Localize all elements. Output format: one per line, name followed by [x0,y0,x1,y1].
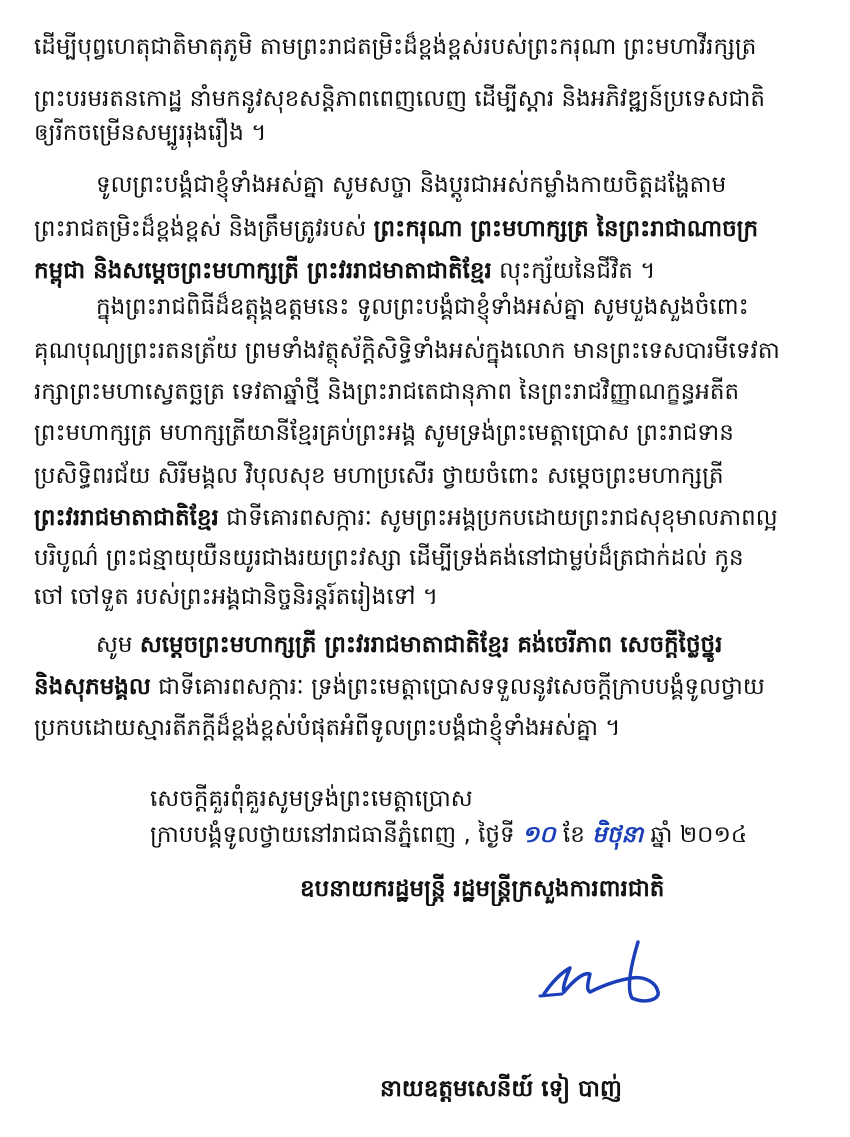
date-prefix: ក្រាបបង្គំទូលថ្វាយនៅរាជធានីភ្នំពេញ , ថ្ងៃទី [150,822,522,848]
paragraph-2-line-2-text: ព្រះរាជតម្រិះដ៏ខ្ពង់ខ្ពស់ និងត្រឹមត្រូវរបស់ [34,216,374,242]
paragraph-2-line-3-text: លុះក្ស័យនៃជីវិត ។ [491,258,656,284]
handwritten-month: មិថុនា [592,822,644,848]
queen-mother-title-text: កម្ពុជា និងសម្តេចព្រះមហាក្សត្រី ព្រះវររាជមាតាជាតិខ្មែរ [34,258,492,284]
paragraph-3-line-7: បរិបូណ៌ ព្រះជន្មាយុយឺនយូរជាងរយព្រះវស្សា ដើម្បីទ្រង់គង់នៅជាម្លប់ដ៏ត្រជាក់ដល់ កូន [34,545,744,571]
paragraph-2-line-3 [34,254,850,288]
handwritten-day: ១០ [521,822,556,848]
paragraph-3-line-6 [34,501,850,535]
closing-line-1: សេចក្តីគួរពុំគួរសូមទ្រង់ព្រះមេត្តាប្រោស [150,786,473,812]
queen-mother-name-text: ព្រះវររាជមាតាជាតិខ្មែរ [34,505,219,531]
paragraph-2-line-2 [34,212,850,246]
paragraph-1-line-3: ឲ្យរីកចម្រើនសម្បូររុងរឿង ។ [34,120,267,146]
paragraph-3-line-1: ក្នុងព្រះរាជពិធីដ៏ឧត្តុង្គឧត្តមនេះ ទូលព្រះបង្គំជាខ្ញុំទាំងអស់គ្នា សូមបួងសួងចំពោះ [96,294,749,320]
signer-name: នាយឧត្តមសេនីយ៍ ទៀ បាញ់ [380,1076,622,1102]
paragraph-4-line-1-text: សូម [96,632,140,658]
auspicious-text: និងសុភមង្គល [34,674,151,700]
paragraph-4-line-2-text: ជាទីគោរពសក្ការៈ ទ្រង់ព្រះមេត្តាប្រោសទទួលនូវសេចក្តីក្រាបបង្គំទូលថ្វាយ [150,674,765,700]
paragraph-4-line-1 [96,628,850,662]
paragraph-3-line-4: ព្រះមហាក្សត្រ មហាក្សត្រីយានីខ្មែរគ្រប់ព្រះអង្គ សូមទ្រង់ព្រះមេត្តាប្រោស ព្រះរាជទាន [34,420,734,446]
king-title-text: ព្រះករុណា ព្រះមហាក្សត្រ នៃព្រះរាជាណាចក្រ [373,216,759,242]
queen-mother-wish-text: សម្តេចព្រះមហាក្សត្រី ព្រះវររាជមាតាជាតិខ្មែរ គង់ចេរីភាព សេចក្តីថ្លៃថ្នូរ [139,632,723,658]
paragraph-3-line-8: ចៅ ចៅទួត របស់ព្រះអង្គជានិច្ចនិរន្តរ៍តរៀងទៅ ។ [34,584,438,610]
month-prefix: ខែ [555,822,593,848]
year-suffix: ឆ្នាំ ២០១៤ [643,822,748,848]
paragraph-3-line-2: គុណបុណ្យព្រះរតនត្រ័យ ព្រមទាំងវត្ថុស័ក្តិសិទ្ធិទាំងអស់ក្នុងលោក មានព្រះទេសបារមីទេវតា [34,338,780,364]
paragraph-1-line-2: ព្រះបរមរតនកោដ្ឋ នាំមកនូវសុខសន្តិភាពពេញលេញ ដើម្បីស្តារ និងអភិវឌ្ឍន៍ប្រទេសជាតិ [34,86,766,112]
paragraph-1-line-1: ដើម្បីបុព្វហេតុជាតិមាតុភូមិ តាមព្រះរាជតម្រិះដ៏ខ្ពង់ខ្ពស់របស់ព្រះករុណា ព្រះមហាវីរក្សត្រ [34,34,757,60]
signer-title: ឧបនាយករដ្ឋមន្ត្រី រដ្ឋមន្ត្រីក្រសួងការពារជាតិ [300,876,665,902]
paragraph-4-line-3: ប្រកបដោយស្មារតីភក្តីដ៏ខ្ពង់ខ្ពស់បំផុតអំពីទូលព្រះបង្គំជាខ្ញុំទាំងអស់គ្នា ។ [34,715,621,741]
paragraph-3-line-6-text: ជាទីគោរពសក្ការៈ សូមព្រះអង្គប្រកបដោយព្រះរាជសុខុមាលភាពល្អ [218,505,778,531]
closing-date-line [150,818,850,852]
paragraph-3-line-3: រក្សាព្រះមហាស្វេតច្ឆត្រ ទេវតាឆ្នាំថ្មី និងព្រះរាជតេជានុភាព នៃព្រះរាជវិញ្ញាណក្ខន្ធអតីត [34,379,740,405]
paragraph-4-line-2 [34,670,850,704]
paragraph-3-line-5: ប្រសិទ្ធិពរជ័យ សិរីមង្គល វិបុលសុខ មហាប្រសើរ ថ្វាយចំពោះ សម្តេចព្រះមហាក្សត្រី [34,463,724,489]
paragraph-2-line-1: ទូលព្រះបង្គំជាខ្ញុំទាំងអស់គ្នា សូមសច្ចា និងប្តូរជាអស់កម្លាំងកាយចិត្តដង្ហែតាម [96,172,727,198]
signature [532,932,672,1012]
